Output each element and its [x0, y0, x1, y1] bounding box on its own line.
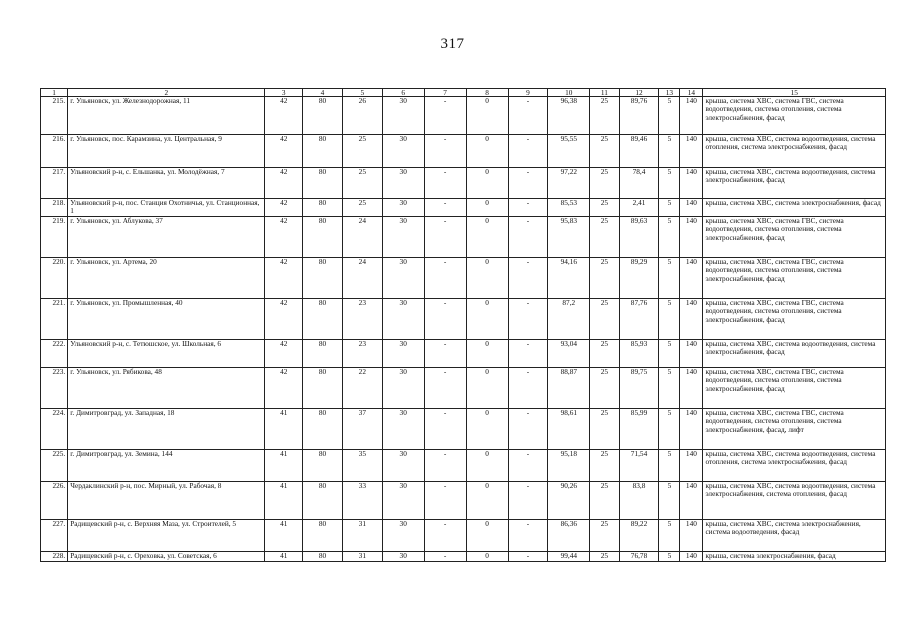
cell-col8: 0 — [466, 199, 508, 217]
table-row — [41, 298, 886, 339]
cell-col13: 5 — [659, 339, 680, 367]
table-row — [41, 168, 886, 199]
cell-col13: 5 — [659, 481, 680, 519]
cell-col12: 89,46 — [619, 135, 659, 168]
cell-col11: 25 — [590, 199, 619, 217]
cell-col4: 80 — [303, 481, 343, 519]
cell-col9: - — [508, 367, 548, 408]
cell-col11: 25 — [590, 519, 619, 551]
column-header: 8 — [466, 89, 508, 97]
cell-col3: 42 — [265, 135, 303, 168]
table-row — [41, 481, 886, 519]
works-cell: крыша, система ХВС, система ГВС, система водоотведения, система отопления, система электроснабжения, фасад — [703, 257, 886, 298]
cell-col10: 99,44 — [548, 551, 590, 561]
row-number: 218. — [41, 199, 68, 217]
cell-col3: 42 — [265, 298, 303, 339]
cell-col14: 140 — [680, 298, 703, 339]
cell-col8: 0 — [466, 367, 508, 408]
row-number: 227. — [41, 519, 68, 551]
column-header: 6 — [382, 89, 424, 97]
cell-col10: 85,53 — [548, 199, 590, 217]
cell-col4: 80 — [303, 551, 343, 561]
cell-col5: 24 — [342, 257, 382, 298]
works-cell: крыша, система ХВС, система водоотведения, система отопления, система электроснабжения, фасад — [703, 449, 886, 481]
address-cell: Ульяновский р-н, с. Тетюшское, ул. Школьная, 6 — [68, 339, 265, 367]
cell-col13: 5 — [659, 408, 680, 449]
cell-col13: 5 — [659, 298, 680, 339]
cell-col11: 25 — [590, 168, 619, 199]
cell-col5: 25 — [342, 199, 382, 217]
cell-col9: - — [508, 135, 548, 168]
table-row — [41, 199, 886, 217]
cell-col10: 88,87 — [548, 367, 590, 408]
cell-col9: - — [508, 199, 548, 217]
table-row — [41, 97, 886, 135]
cell-col11: 25 — [590, 135, 619, 168]
cell-col5: 31 — [342, 551, 382, 561]
row-number: 226. — [41, 481, 68, 519]
cell-col12: 71,54 — [619, 449, 659, 481]
cell-col8: 0 — [466, 339, 508, 367]
row-number: 224. — [41, 408, 68, 449]
cell-col4: 80 — [303, 216, 343, 257]
row-number: 225. — [41, 449, 68, 481]
cell-col7: - — [424, 408, 466, 449]
column-header: 2 — [68, 89, 265, 97]
cell-col4: 80 — [303, 408, 343, 449]
cell-col11: 25 — [590, 339, 619, 367]
cell-col6: 30 — [382, 135, 424, 168]
cell-col3: 42 — [265, 367, 303, 408]
cell-col3: 41 — [265, 519, 303, 551]
cell-col9: - — [508, 408, 548, 449]
cell-col11: 25 — [590, 367, 619, 408]
cell-col14: 140 — [680, 408, 703, 449]
cell-col3: 41 — [265, 481, 303, 519]
cell-col10: 98,61 — [548, 408, 590, 449]
cell-col13: 5 — [659, 199, 680, 217]
cell-col12: 89,75 — [619, 367, 659, 408]
cell-col12: 85,99 — [619, 408, 659, 449]
cell-col3: 42 — [265, 216, 303, 257]
address-cell: Радищевский р-н, с. Верхняя Маза, ул. Строителей, 5 — [68, 519, 265, 551]
cell-col5: 25 — [342, 135, 382, 168]
cell-col7: - — [424, 199, 466, 217]
address-cell: г. Ульяновск, ул. Промышленная, 40 — [68, 298, 265, 339]
column-header: 3 — [265, 89, 303, 97]
cell-col8: 0 — [466, 135, 508, 168]
table-row — [41, 519, 886, 551]
row-number: 220. — [41, 257, 68, 298]
cell-col8: 0 — [466, 168, 508, 199]
cell-col3: 42 — [265, 97, 303, 135]
cell-col10: 87,2 — [548, 298, 590, 339]
works-cell: крыша, система ХВС, система электроснабжения, фасад — [703, 199, 886, 217]
column-header: 5 — [342, 89, 382, 97]
cell-col11: 25 — [590, 97, 619, 135]
cell-col9: - — [508, 216, 548, 257]
cell-col12: 89,76 — [619, 97, 659, 135]
cell-col4: 80 — [303, 257, 343, 298]
cell-col11: 25 — [590, 216, 619, 257]
column-header: 14 — [680, 89, 703, 97]
row-number: 216. — [41, 135, 68, 168]
cell-col13: 5 — [659, 135, 680, 168]
cell-col11: 25 — [590, 408, 619, 449]
cell-col12: 87,76 — [619, 298, 659, 339]
cell-col14: 140 — [680, 199, 703, 217]
cell-col12: 78,4 — [619, 168, 659, 199]
cell-col4: 80 — [303, 97, 343, 135]
works-cell: крыша, система электроснабжения, фасад — [703, 551, 886, 561]
cell-col14: 140 — [680, 449, 703, 481]
works-cell: крыша, система ХВС, система водоотведения, система электроснабжения, фасад — [703, 168, 886, 199]
row-number: 215. — [41, 97, 68, 135]
cell-col4: 80 — [303, 519, 343, 551]
cell-col14: 140 — [680, 519, 703, 551]
cell-col8: 0 — [466, 97, 508, 135]
cell-col8: 0 — [466, 481, 508, 519]
cell-col3: 42 — [265, 168, 303, 199]
cell-col14: 140 — [680, 168, 703, 199]
cell-col6: 30 — [382, 449, 424, 481]
cell-col6: 30 — [382, 339, 424, 367]
column-header: 11 — [590, 89, 619, 97]
cell-col3: 41 — [265, 408, 303, 449]
cell-col9: - — [508, 481, 548, 519]
table-body — [41, 97, 886, 562]
cell-col7: - — [424, 216, 466, 257]
cell-col6: 30 — [382, 408, 424, 449]
table-row — [41, 257, 886, 298]
cell-col8: 0 — [466, 257, 508, 298]
cell-col7: - — [424, 339, 466, 367]
cell-col9: - — [508, 298, 548, 339]
cell-col13: 5 — [659, 168, 680, 199]
cell-col8: 0 — [466, 449, 508, 481]
cell-col10: 94,16 — [548, 257, 590, 298]
row-number: 223. — [41, 367, 68, 408]
cell-col8: 0 — [466, 298, 508, 339]
table-row — [41, 551, 886, 561]
table-row — [41, 339, 886, 367]
cell-col10: 95,83 — [548, 216, 590, 257]
address-cell: Чердаклинский р-н, пос. Мирный, ул. Рабочая, 8 — [68, 481, 265, 519]
cell-col4: 80 — [303, 135, 343, 168]
cell-col7: - — [424, 551, 466, 561]
cell-col13: 5 — [659, 449, 680, 481]
cell-col5: 22 — [342, 367, 382, 408]
cell-col13: 5 — [659, 216, 680, 257]
table-row — [41, 135, 886, 168]
address-cell: г. Димитровград, ул. Земина, 144 — [68, 449, 265, 481]
cell-col7: - — [424, 481, 466, 519]
cell-col10: 86,36 — [548, 519, 590, 551]
table-row — [41, 449, 886, 481]
address-cell: г. Ульяновск, пос. Карамзина, ул. Центральная, 9 — [68, 135, 265, 168]
cell-col6: 30 — [382, 199, 424, 217]
cell-col9: - — [508, 551, 548, 561]
cell-col4: 80 — [303, 367, 343, 408]
cell-col6: 30 — [382, 367, 424, 408]
cell-col10: 90,26 — [548, 481, 590, 519]
cell-col6: 30 — [382, 519, 424, 551]
cell-col6: 30 — [382, 97, 424, 135]
cell-col7: - — [424, 257, 466, 298]
address-cell: г. Ульяновск, ул. Рябикова, 48 — [68, 367, 265, 408]
cell-col7: - — [424, 168, 466, 199]
row-number: 222. — [41, 339, 68, 367]
register-table — [40, 88, 886, 562]
cell-col5: 33 — [342, 481, 382, 519]
cell-col11: 25 — [590, 481, 619, 519]
cell-col14: 140 — [680, 257, 703, 298]
cell-col10: 93,04 — [548, 339, 590, 367]
address-cell: г. Ульяновск, ул. Железнодорожная, 11 — [68, 97, 265, 135]
row-number: 221. — [41, 298, 68, 339]
works-cell: крыша, система ХВС, система ГВС, система водоотведения, система отопления, система электроснабжения, фасад, лифт — [703, 408, 886, 449]
row-number: 217. — [41, 168, 68, 199]
cell-col13: 5 — [659, 257, 680, 298]
cell-col3: 42 — [265, 257, 303, 298]
cell-col7: - — [424, 367, 466, 408]
cell-col13: 5 — [659, 519, 680, 551]
cell-col9: - — [508, 168, 548, 199]
cell-col6: 30 — [382, 298, 424, 339]
works-cell: крыша, система ХВС, система ГВС, система водоотведения, система отопления, система электроснабжения, фасад — [703, 367, 886, 408]
cell-col4: 80 — [303, 449, 343, 481]
cell-col5: 37 — [342, 408, 382, 449]
cell-col12: 89,63 — [619, 216, 659, 257]
cell-col8: 0 — [466, 519, 508, 551]
cell-col12: 89,29 — [619, 257, 659, 298]
cell-col7: - — [424, 449, 466, 481]
cell-col14: 140 — [680, 216, 703, 257]
column-header: 7 — [424, 89, 466, 97]
works-cell: крыша, система ХВС, система ГВС, система водоотведения, система отопления, система электроснабжения, фасад — [703, 216, 886, 257]
column-header: 12 — [619, 89, 659, 97]
address-cell: г. Ульяновск, ул. Артема, 20 — [68, 257, 265, 298]
cell-col5: 31 — [342, 519, 382, 551]
works-cell: крыша, система ХВС, система водоотведения, система электроснабжения, система отопления, фасад — [703, 481, 886, 519]
header-row — [41, 89, 886, 97]
cell-col8: 0 — [466, 551, 508, 561]
cell-col4: 80 — [303, 199, 343, 217]
cell-col3: 42 — [265, 199, 303, 217]
cell-col8: 0 — [466, 408, 508, 449]
cell-col12: 2,41 — [619, 199, 659, 217]
cell-col5: 23 — [342, 298, 382, 339]
cell-col13: 5 — [659, 551, 680, 561]
cell-col9: - — [508, 449, 548, 481]
works-cell: крыша, система ХВС, система ГВС, система водоотведения, система отопления, система электроснабжения, фасад — [703, 97, 886, 135]
cell-col12: 83,8 — [619, 481, 659, 519]
address-cell: г. Димитровград, ул. Западная, 18 — [68, 408, 265, 449]
cell-col14: 140 — [680, 135, 703, 168]
cell-col3: 41 — [265, 551, 303, 561]
page-number: 317 — [440, 36, 465, 52]
row-number: 219. — [41, 216, 68, 257]
cell-col5: 35 — [342, 449, 382, 481]
table-row — [41, 408, 886, 449]
cell-col5: 24 — [342, 216, 382, 257]
cell-col10: 97,22 — [548, 168, 590, 199]
cell-col3: 42 — [265, 339, 303, 367]
cell-col12: 89,22 — [619, 519, 659, 551]
cell-col13: 5 — [659, 367, 680, 408]
cell-col10: 95,55 — [548, 135, 590, 168]
cell-col7: - — [424, 135, 466, 168]
cell-col3: 41 — [265, 449, 303, 481]
cell-col6: 30 — [382, 481, 424, 519]
cell-col5: 25 — [342, 168, 382, 199]
cell-col7: - — [424, 298, 466, 339]
address-cell: Радищевский р-н, с. Ореховка, ул. Советская, 6 — [68, 551, 265, 561]
cell-col8: 0 — [466, 216, 508, 257]
cell-col9: - — [508, 339, 548, 367]
cell-col6: 30 — [382, 216, 424, 257]
cell-col14: 140 — [680, 481, 703, 519]
cell-col11: 25 — [590, 298, 619, 339]
row-number: 228. — [41, 551, 68, 561]
cell-col11: 25 — [590, 257, 619, 298]
address-cell: Ульяновский р-н, пос. Станция Охотничья, ул. Станционная, 1 — [68, 199, 265, 217]
cell-col13: 5 — [659, 97, 680, 135]
cell-col9: - — [508, 97, 548, 135]
cell-col11: 25 — [590, 551, 619, 561]
cell-col9: - — [508, 519, 548, 551]
cell-col12: 85,93 — [619, 339, 659, 367]
cell-col6: 30 — [382, 168, 424, 199]
cell-col12: 76,78 — [619, 551, 659, 561]
cell-col4: 80 — [303, 168, 343, 199]
cell-col6: 30 — [382, 551, 424, 561]
cell-col7: - — [424, 519, 466, 551]
cell-col14: 140 — [680, 97, 703, 135]
table-row — [41, 367, 886, 408]
works-cell: крыша, система ХВС, система водоотведения, система электроснабжения, фасад — [703, 339, 886, 367]
works-cell: крыша, система ХВС, система электроснабжения, система водоотведения, фасад — [703, 519, 886, 551]
column-header: 1 — [41, 89, 68, 97]
column-header: 15 — [703, 89, 886, 97]
cell-col11: 25 — [590, 449, 619, 481]
column-header: 13 — [659, 89, 680, 97]
column-header: 4 — [303, 89, 343, 97]
column-header: 9 — [508, 89, 548, 97]
cell-col6: 30 — [382, 257, 424, 298]
address-cell: г. Ульяновск, ул. Аблукова, 37 — [68, 216, 265, 257]
cell-col9: - — [508, 257, 548, 298]
cell-col10: 95,18 — [548, 449, 590, 481]
cell-col4: 80 — [303, 298, 343, 339]
cell-col14: 140 — [680, 551, 703, 561]
works-cell: крыша, система ХВС, система ГВС, система водоотведения, система отопления, система электроснабжения, фасад — [703, 298, 886, 339]
cell-col10: 96,38 — [548, 97, 590, 135]
address-cell: Ульяновский р-н, с. Ельшанка, ул. Молодёжная, 7 — [68, 168, 265, 199]
cell-col4: 80 — [303, 339, 343, 367]
column-header: 10 — [548, 89, 590, 97]
table-row — [41, 216, 886, 257]
cell-col5: 23 — [342, 339, 382, 367]
cell-col7: - — [424, 97, 466, 135]
cell-col14: 140 — [680, 367, 703, 408]
cell-col5: 26 — [342, 97, 382, 135]
works-cell: крыша, система ХВС, система водоотведения, система отопления, система электроснабжения, фасад — [703, 135, 886, 168]
cell-col14: 140 — [680, 339, 703, 367]
